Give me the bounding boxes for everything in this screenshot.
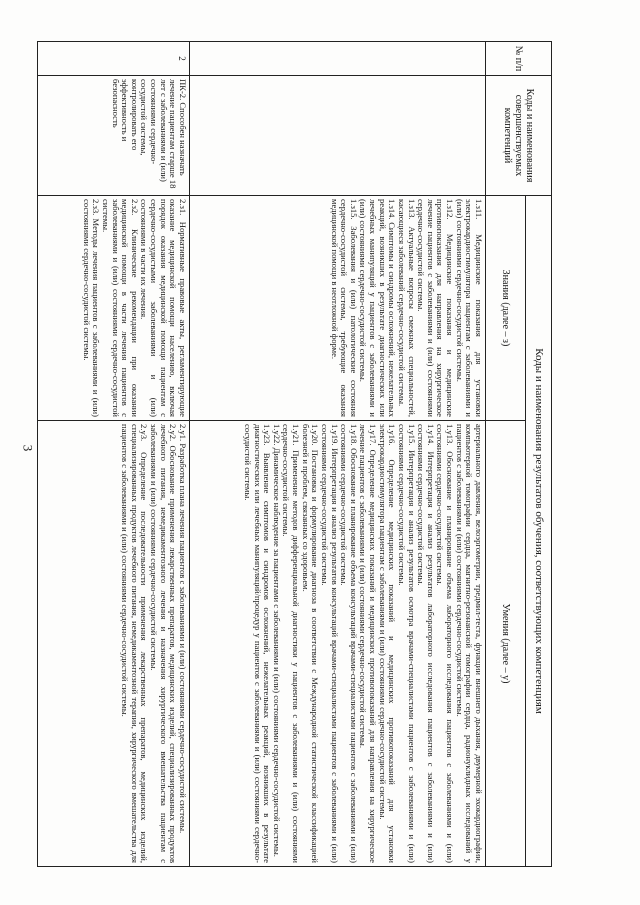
header-codes: Коды и наименования совершенствуемых компетенций — [486, 76, 552, 196]
skill-item: 2.у1. Разработка плана лечения пациентов с заболеваниями и (или) состояниями сердечно-сосудистой системы. — [178, 424, 188, 834]
header-knowledge: Знания (далее – з) — [486, 196, 526, 421]
skill-item: 1.у14. Интерпретация и анализ результатов лабораторного исследования пациентов с заболеваниями и (или) состояниями сердечно-сосудистой системы. — [416, 424, 436, 863]
skills-cell — [38, 421, 190, 867]
competence-table — [37, 41, 552, 867]
knowledge-item: 2.з1. Нормативные правовые акты, регламентирующие оказание медицинской помощи населению, включая порядок оказания медицинской помощи пациентам с сердечно-сосудистыми заболеваниями и (или) состояниями в части их лечения. — [139, 199, 188, 417]
skill-item: 1.у23. Выявление симптомов и синдромов осложнений, нежелательных реакций, возникших в результате диагностических или лечебных манипуляций/процедур у пациентов с заболеваниями и (или) состояниями сердечно-сосудистой системы. — [243, 424, 273, 863]
header-num: № п/п — [486, 42, 552, 76]
skill-item: 1.у20. Постановка и формулирование диагноза в соответствии с Международной статистической классификацией болезней и проблем, связанных со здоровьем. — [300, 424, 321, 863]
skill-item: 1.у22. Динамическое наблюдение за пациентами с заболеваниями и (или) состояниями сердечно-сосудистой системы. — [271, 424, 282, 857]
skill-item: 2.у3. Определение последовательности применения лекарственных препаратов, медицинских изделий, специализированных продуктов лечебного питания, немедикаментозной терапии, хирургического вмешательства для пациентов с заболеваниями и (или) состояниями сердечно-сосудистой системы. — [120, 424, 150, 863]
page-number: 3 — [20, 444, 36, 452]
competence-cell: ПК-2. Способен назначать лечение пациентам старше 18 лет с заболеваниями и (или) состояниями сердечно-сосудистой системы, контролировать его эффективность и безопасность — [38, 76, 190, 196]
skill-item: 1.у16. Определение медицинских показаний и медицинских противопоказаний для установки электрокардиостимулятора пациентам с заболеваниями и (или) состояниями сердечно-сосудистой системы. — [377, 424, 398, 863]
knowledge-item: 2.з2. Клинические рекомендации при оказании медицинской помощи в части лечения пациентов с заболеваниями и (или) состояниями сердечно-сосудистой системы. — [101, 199, 140, 417]
header-results: Коды и наименования результатов обучения, соответствующих компетенциям — [526, 196, 552, 867]
row-number — [190, 42, 486, 76]
skill-item: 1.у18. Обоснование и планирование объема консультаций врачами-специалистами пациентов с заболеваниями и (или) состояниями сердечно-сосудистой системы. — [339, 424, 359, 863]
knowledge-item: 1.з12. Медицинские показания и медицинские противопоказания для направления на хирургическое лечение пациентов с заболеваниями и (или) состояниями сердечно-сосудистой системы. — [416, 199, 456, 417]
header-skills: Умения (далее – у) — [486, 421, 526, 867]
table-row — [190, 42, 486, 867]
rotated-table-wrapper — [37, 41, 552, 866]
row-number: 2 — [38, 42, 190, 76]
knowledge-cell — [38, 196, 190, 421]
competence-cell — [190, 76, 486, 196]
skill-item: 2.у2. Обоснование применения лекарственных препаратов, медицинских изделий, специализированных продуктов лечебного питания, немедикаментозного лечения и назначения хирургического вмешательства пациентам с заболеваниями и (или) состояниями сердечно-сосудистой системы. — [149, 424, 179, 863]
table-row — [38, 42, 190, 867]
knowledge-item: 1.з15. Заболевания и (или) патологические состояния сердечно-сосудистой системы, требующие оказания медицинской помощи в неотложной форме. — [329, 199, 359, 417]
skill-item: 1.у21. Применение методов дифференциальной диагностики у пациентов с заболеваниями и (или) состояниями сердечно-сосудистой системы. — [281, 424, 302, 863]
skill-item: 1.у13. Обоснование и планирование объема лабораторного исследования пациентов с заболеваниями и (или) состояниями сердечно-сосудистой системы. — [435, 424, 456, 863]
skill-item: 1.у15. Интерпретация и анализ результатов осмотра врачами-специалистами пациентов с заболеваниями и (или) состояниями сердечно-сосудистой системы. — [397, 424, 417, 863]
knowledge-item: 1.з14. Симптомы и синдромы осложнений, нежелательных реакций, возникших в результате диагностических или лечебных манипуляций у пациентов с заболеваниями и (или) состояниями сердечно-сосудистой системы. — [358, 199, 398, 417]
knowledge-item: 2.з3. Методы лечения пациентов с заболеваниями и (или) состояниями сердечно-сосудистой системы. — [81, 199, 102, 417]
skills-cell — [190, 421, 486, 867]
skill-item: артериального давления, велоэргометрии, тредмил-теста, функции внешнего дыхания, двумерной эхокардиографии, компьютерной томографии сердца, магнитно-резонансной томографии сердца, радионуклидных исследований у пациентов с заболеваниями и (или) состояниями сердечно-сосудистой системы. — [454, 424, 484, 863]
knowledge-cell — [190, 196, 486, 421]
skill-item: 1.у17. Определение медицинских показаний и медицинских противопоказаний для направления на хирургическое лечение пациентов с заболеваниями и (или) состояниями сердечно-сосудистой системы. — [358, 424, 379, 863]
knowledge-item: 1.з13. Актуальные вопросы смежных специальностей, касающиеся заболеваний сердечно-сосудистой системы. — [397, 199, 417, 417]
skill-item: 1.у19. Интерпретация и анализ результатов консультаций врачами-специалистами пациентов с заболеваниями и (или) состояниями сердечно-сосудистой системы. — [320, 424, 340, 863]
knowledge-item: 1.з11. Медицинские показания для установки электрокардиостимулятора пациентам с заболеваниями и (или) состояниями сердечно-сосудистой системы. — [454, 199, 484, 417]
